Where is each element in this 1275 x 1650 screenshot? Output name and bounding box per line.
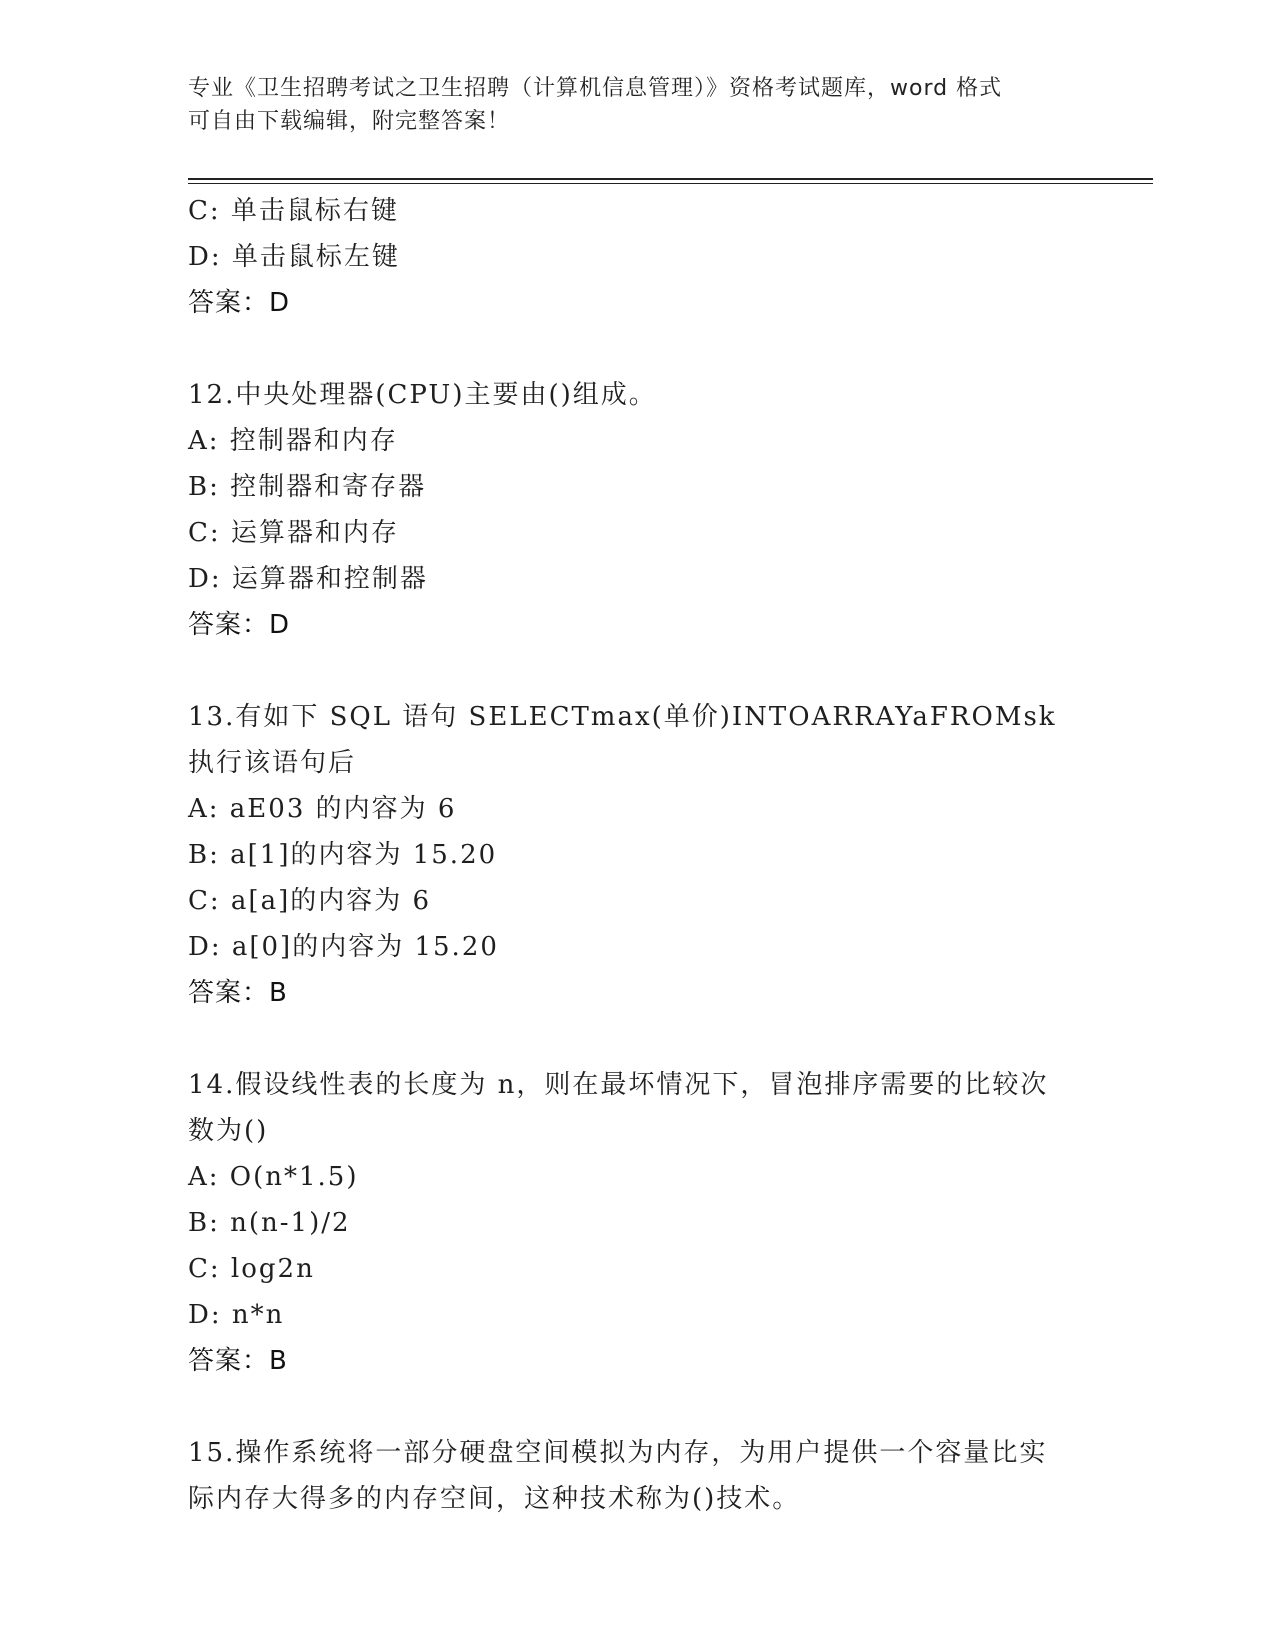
q15-question-line-2: 际内存大得多的内存空间，这种技术称为()技术。 — [188, 1484, 801, 1514]
spacer — [188, 1384, 1088, 1430]
q13-option-a: A: aE03 的内容为 6 — [188, 794, 457, 824]
q14-option-c: C: log2n — [188, 1254, 315, 1284]
question-12 — [188, 372, 1088, 648]
q12-option-c: C: 运算器和内存 — [188, 518, 399, 548]
question-15 — [188, 1430, 1088, 1522]
q11-answer: 答案：D — [188, 288, 291, 318]
q13-option-c: C: a[a]的内容为 6 — [188, 886, 432, 916]
question-13 — [188, 694, 1088, 1016]
q11-option-c: C: 单击鼠标右键 — [188, 196, 399, 226]
q14-option-a: A: O(n*1.5) — [188, 1162, 359, 1192]
spacer — [188, 1016, 1088, 1062]
q13-option-b: B: a[1]的内容为 15.20 — [188, 840, 498, 870]
q12-option-b: B: 控制器和寄存器 — [188, 472, 427, 502]
q14-question-line-1: 14.假设线性表的长度为 n，则在最坏情况下，冒泡排序需要的比较次 — [188, 1070, 1049, 1100]
header-divider-thick — [188, 178, 1153, 180]
q14-question-line-2: 数为() — [188, 1116, 269, 1146]
q12-answer: 答案：D — [188, 610, 291, 640]
question-11 — [188, 188, 1088, 326]
question-list — [188, 188, 1088, 1522]
q15-question-line-1: 15.操作系统将一部分硬盘空间模拟为内存，为用户提供一个容量比实 — [188, 1438, 1048, 1468]
spacer — [188, 326, 1088, 372]
q12-option-d: D: 运算器和控制器 — [188, 564, 428, 594]
q12-option-a: A: 控制器和内存 — [188, 426, 398, 456]
q13-option-d: D: a[0]的内容为 15.20 — [188, 932, 499, 962]
document-header — [188, 72, 1088, 138]
q14-answer: 答案：B — [188, 1346, 288, 1376]
q13-answer: 答案：B — [188, 978, 288, 1008]
q14-option-b: B: n(n-1)/2 — [188, 1208, 351, 1238]
q12-question: 12.中央处理器(CPU)主要由()组成。 — [188, 380, 657, 410]
header-line-1: 专业《卫生招聘考试之卫生招聘（计算机信息管理）》资格考试题库，word 格式 — [188, 76, 1003, 101]
question-14 — [188, 1062, 1088, 1384]
header-divider-thin — [188, 183, 1153, 184]
q13-question: 13.有如下 SQL 语句 SELECTmax(单价)INTOARRAYaFROMsk 执行该语句后 — [188, 702, 1057, 778]
q11-option-d: D: 单击鼠标左键 — [188, 242, 400, 272]
header-line-2: 可自由下载编辑，附完整答案！ — [188, 109, 511, 134]
spacer — [188, 648, 1088, 694]
q14-option-d: D: n*n — [188, 1300, 285, 1330]
